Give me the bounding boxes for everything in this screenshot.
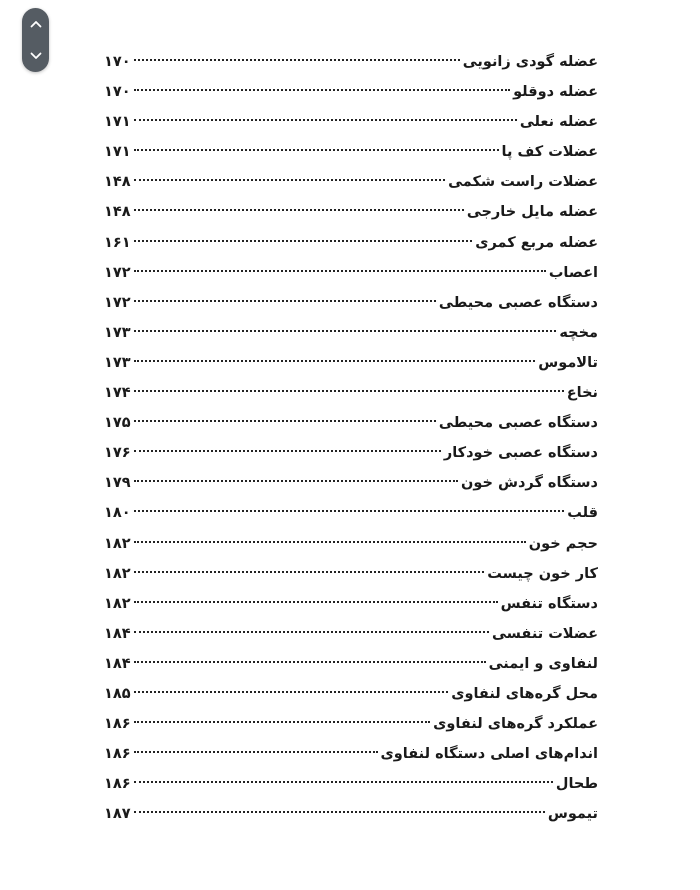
toc-entry-title: دستگاه عصبی خودکار [443, 445, 598, 462]
toc-entry-title: عضله مربع کمری [475, 234, 598, 251]
toc-entry[interactable] [104, 288, 598, 318]
dot-leader [134, 661, 486, 663]
toc-entry[interactable] [104, 589, 598, 619]
dot-leader [134, 781, 553, 783]
toc-entry-title: دستگاه گردش خون [461, 475, 598, 492]
toc-entry-page-number: ۱۸۴ [104, 625, 131, 642]
dot-leader [134, 631, 489, 633]
toc-entry[interactable] [104, 47, 598, 77]
toc-entry[interactable] [104, 77, 598, 107]
toc-entry[interactable] [104, 167, 598, 197]
toc-entry-title: دستگاه عصبی محیطی [438, 294, 598, 311]
toc-entry-title: حجم خون [528, 535, 598, 552]
dot-leader [134, 209, 464, 211]
dot-leader [134, 751, 378, 753]
toc-entry-title: عضله دوقلو [513, 84, 598, 101]
dot-leader [134, 179, 446, 181]
table-of-contents [104, 47, 598, 829]
toc-entry[interactable] [104, 438, 598, 468]
toc-entry-page-number: ۱۷۲ [104, 294, 131, 311]
toc-entry-page-number: ۱۸۴ [104, 655, 131, 672]
dot-leader [134, 360, 536, 362]
toc-entry-page-number: ۱۷۶ [104, 445, 131, 462]
page-navigation [22, 8, 49, 72]
toc-entry-title: تالاموس [538, 354, 598, 371]
toc-entry-title: لنفاوی و ایمنی [488, 655, 598, 672]
dot-leader [134, 149, 499, 151]
toc-entry-title: عضله مایل خارجی [466, 204, 598, 221]
toc-entry[interactable] [104, 258, 598, 288]
toc-entry[interactable] [104, 559, 598, 589]
dot-leader [134, 119, 517, 121]
toc-entry[interactable] [104, 679, 598, 709]
toc-entry-page-number: ۱۸۲ [104, 565, 131, 582]
toc-entry[interactable] [104, 137, 598, 167]
previous-page-button[interactable] [22, 9, 49, 39]
toc-entry-title: مخچه [559, 324, 598, 341]
toc-entry[interactable] [104, 769, 598, 799]
dot-leader [134, 89, 511, 91]
dot-leader [134, 270, 546, 272]
toc-entry[interactable] [104, 318, 598, 348]
toc-entry-title: کار خون چیست [487, 565, 598, 582]
toc-entry-title: اندام‌های اصلی دستگاه لنفاوی [380, 746, 598, 763]
toc-entry-title: تیموس [547, 806, 598, 823]
toc-entry[interactable] [104, 529, 598, 559]
toc-entry[interactable] [104, 649, 598, 679]
next-page-button[interactable] [22, 41, 49, 71]
toc-entry-page-number: ۱۷۱ [104, 114, 131, 131]
dot-leader [134, 450, 441, 452]
toc-entry-page-number: ۱۸۶ [104, 716, 131, 733]
toc-entry-page-number: ۱۸۲ [104, 535, 131, 552]
dot-leader [134, 601, 498, 603]
toc-entry[interactable] [104, 348, 598, 378]
toc-entry[interactable] [104, 408, 598, 438]
toc-entry-page-number: ۱۷۲ [104, 264, 131, 281]
toc-entry-title: اعصاب [548, 264, 598, 281]
toc-entry-page-number: ۱۴۸ [104, 204, 131, 221]
dot-leader [134, 510, 565, 512]
toc-entry-page-number: ۱۶۱ [104, 234, 131, 251]
toc-entry[interactable] [104, 228, 598, 258]
toc-entry-page-number: ۱۷۰ [104, 54, 131, 70]
toc-entry[interactable] [104, 619, 598, 649]
chevron-up-icon [30, 20, 42, 28]
dot-leader [134, 571, 485, 573]
dot-leader [134, 721, 431, 723]
toc-entry-title: عضله گودی زانویی [462, 54, 598, 70]
dot-leader [134, 420, 436, 422]
dot-leader [134, 300, 436, 302]
dot-leader [134, 240, 473, 242]
toc-entry-title: عضله نعلی [519, 114, 598, 131]
toc-entry-page-number: ۱۸۷ [104, 806, 131, 823]
dot-leader [134, 811, 545, 813]
toc-entry-page-number: ۱۸۵ [104, 685, 131, 702]
toc-entry-title: دستگاه تنفس [500, 595, 598, 612]
toc-entry-title: نخاع [566, 385, 598, 402]
toc-entry-title: قلب [567, 505, 598, 522]
toc-entry-title: دستگاه عصبی محیطی [438, 415, 598, 432]
toc-entry[interactable] [104, 197, 598, 227]
dot-leader [134, 480, 458, 482]
toc-entry-page-number: ۱۸۶ [104, 746, 131, 763]
toc-entry-title: عضلات راست شکمی [448, 174, 598, 191]
toc-entry-page-number: ۱۷۱ [104, 144, 131, 161]
toc-entry[interactable] [104, 739, 598, 769]
toc-entry-page-number: ۱۷۵ [104, 415, 131, 432]
toc-entry-page-number: ۱۴۸ [104, 174, 131, 191]
toc-entry-title: محل گره‌های لنفاوی [451, 685, 598, 702]
toc-entry-title: عملکرد گره‌های لنفاوی [433, 716, 598, 733]
toc-entry-title: عضلات تنفسی [491, 625, 598, 642]
dot-leader [134, 390, 564, 392]
toc-entry-page-number: ۱۸۶ [104, 776, 131, 793]
toc-entry[interactable] [104, 468, 598, 498]
toc-entry-page-number: ۱۸۲ [104, 595, 131, 612]
toc-entry-page-number: ۱۷۳ [104, 354, 131, 371]
dot-leader [134, 691, 449, 693]
toc-entry[interactable] [104, 799, 598, 829]
chevron-down-icon [30, 52, 42, 60]
toc-entry-page-number: ۱۷۰ [104, 84, 131, 101]
toc-entry[interactable] [104, 107, 598, 137]
toc-entry-page-number: ۱۷۴ [104, 385, 131, 402]
toc-entry-page-number: ۱۸۰ [104, 505, 131, 522]
dot-leader [134, 330, 557, 332]
toc-entry[interactable] [104, 498, 598, 528]
toc-entry[interactable] [104, 709, 598, 739]
toc-entry-page-number: ۱۷۳ [104, 324, 131, 341]
toc-entry-page-number: ۱۷۹ [104, 475, 131, 492]
toc-entry-title: طحال [555, 776, 598, 793]
toc-entry[interactable] [104, 378, 598, 408]
toc-entry-title: عضلات کف پا [501, 144, 598, 161]
dot-leader [134, 541, 526, 543]
dot-leader [134, 59, 460, 61]
